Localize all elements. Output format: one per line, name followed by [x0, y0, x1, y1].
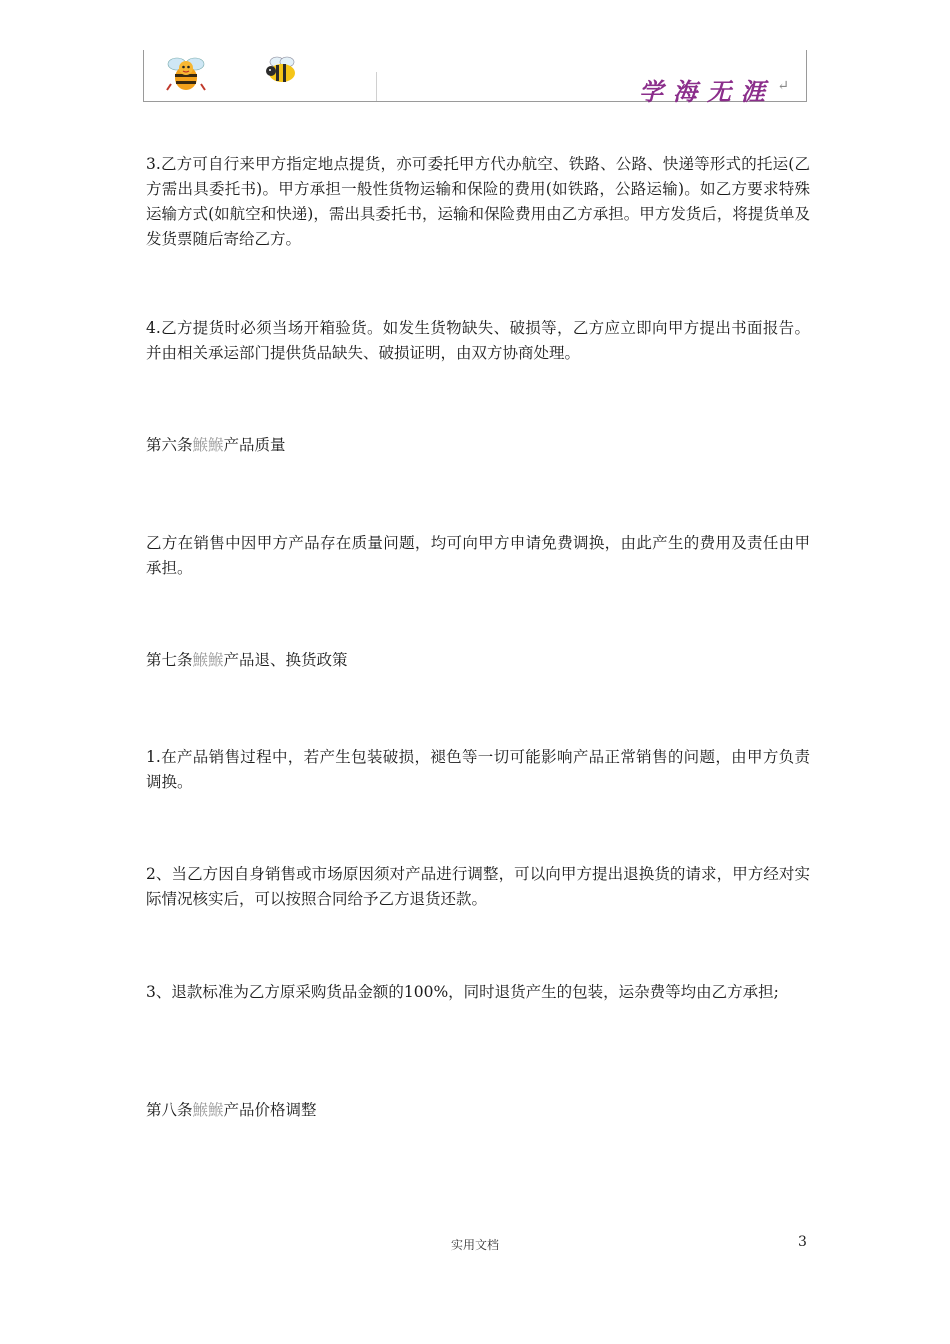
article-7-title: 产品退、换货政策	[223, 651, 348, 669]
article-6-heading	[146, 433, 286, 458]
header-left-rule	[143, 50, 144, 102]
paragraph-return-3: 3、退款标准为乙方原采购货品金额的100%，同时退货产生的包装，运杂费等均由乙方承担;	[146, 983, 779, 1001]
header-right-rule	[806, 50, 807, 102]
header-motto: 学海无涯	[639, 77, 775, 106]
paragraph-return-2: 2、当乙方因自身销售或市场原因须对产品进行调整，可以向甲方提出退换货的请求，甲方经对实际情况核实后，可以按照合同给予乙方退货还款。	[146, 865, 810, 908]
paragraph-inspection: 4.乙方提货时必须当场开箱验货。如发生货物缺失、破损等，乙方应立即向甲方提出书面报告。并由相关承运部门提供货品缺失、破损证明，由双方协商处理。	[146, 319, 810, 362]
bee-cartoon-icon	[165, 54, 207, 94]
article-8-number: 第八条	[146, 1101, 193, 1119]
page-number: 3	[798, 1234, 807, 1250]
article-6-number: 第六条	[146, 436, 193, 454]
article-8-heading	[146, 1098, 317, 1123]
paragraph-mark: ↵	[777, 78, 789, 94]
paragraph-return-1: 1.在产品销售过程中，若产生包装破损，褪色等一切可能影响产品正常销售的问题，由甲方负责调换。	[146, 748, 810, 791]
header-mid-rule	[376, 72, 377, 102]
footer-label: 实用文档	[450, 1238, 499, 1252]
article-7-number: 第七条	[146, 651, 193, 669]
article-6-separator: 鯸鯸	[192, 436, 224, 454]
paragraph-delivery: 3.乙方可自行来甲方指定地点提货，亦可委托甲方代办航空、铁路、公路、快递等形式的托运(乙方需出具委托书)。甲方承担一般性货物运输和保险的费用(如铁路，公路运输)。如乙方要求特殊运输方式(如航空和快递)，需出具委托书，运输和保险费用由乙方承担。甲方发货后，将提货单及发货票随后寄给乙方。	[146, 155, 810, 248]
bee-small-icon	[263, 56, 301, 84]
page-header	[143, 50, 807, 106]
article-8-title: 产品价格调整	[223, 1101, 317, 1119]
article-8-separator: 鯸鯸	[192, 1101, 224, 1119]
article-6-title: 产品质量	[223, 436, 286, 454]
paragraph-quality: 乙方在销售中因甲方产品存在质量问题，均可向甲方申请免费调换，由此产生的费用及责任由甲承担。	[146, 534, 810, 577]
article-7-heading	[146, 648, 348, 673]
article-7-separator: 鯸鯸	[192, 651, 224, 669]
